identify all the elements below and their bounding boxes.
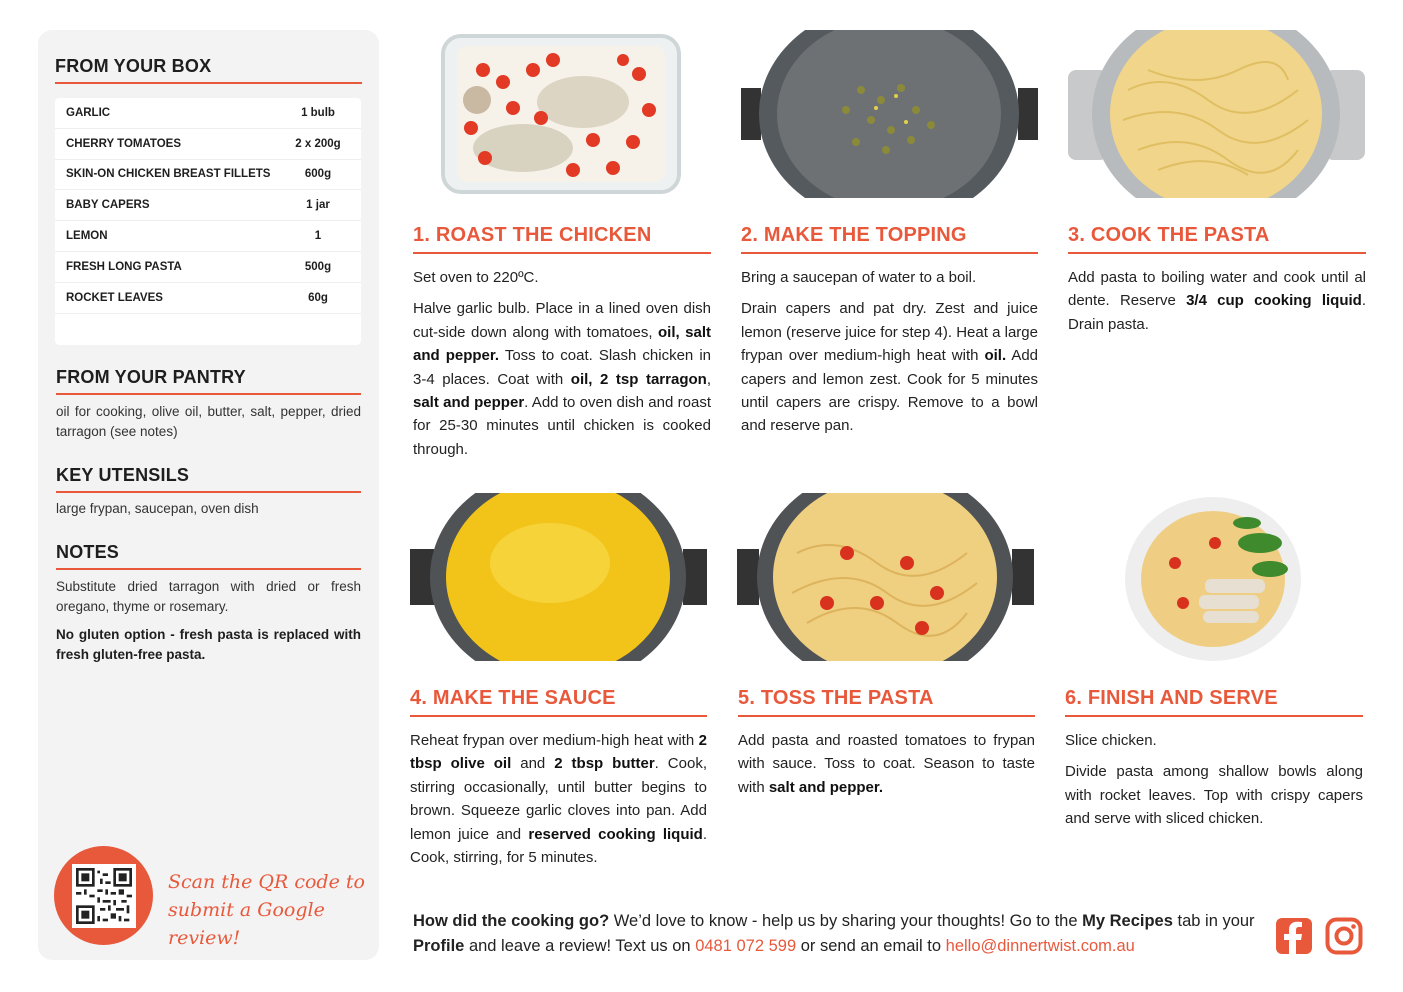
table-row [55,283,361,314]
pantry-text: oil for cooking, olive oil, butter, salt, pepper, dried tarragon (see notes) [56,404,361,439]
step-2-photo [741,30,1038,198]
ingredient-qty: 600g [304,168,332,181]
table-row [55,252,361,283]
step-6-title: 6. FINISH AND SERVE [1065,687,1278,709]
step-divider [410,715,707,717]
step-1-photo [413,30,710,198]
notes-text: Substitute dried tarragon with dried or fresh oregano, thyme or rosemary. [56,579,361,614]
step-5-text [738,729,1035,807]
section-divider [55,82,362,84]
step-paragraph: Add pasta to boiling water and cook until al dente. Reserve 3/4 cup cooking liquid. Drain pasta. [1068,269,1366,333]
table-row [55,98,361,129]
table-row [55,190,361,221]
step-divider [1065,715,1363,717]
step-6-text [1065,729,1363,839]
step-paragraph: Set oven to 220ºC. [413,269,539,286]
gluten-free-note: No gluten option - fresh pasta is replaced with fresh gluten-free pasta. [56,627,361,662]
step-paragraph: Halve garlic bulb. Place in a lined oven dish cut-side down along with tomatoes, oil, salt and pepper. Toss to coat. Slash chicken in 3-4 places. Coat with oil, 2 tsp tarragon, salt and pepper. Add to oven dish and roast for 25-30 minutes until chicken is cooked through. [413,300,711,458]
step-divider [738,715,1035,717]
notes-title: NOTES [56,542,120,562]
step-1-text [413,266,711,469]
ingredient-qty: 1 [314,230,322,243]
ingredient-qty: 500g [304,260,332,273]
from-your-box-title: FROM YOUR BOX [55,56,212,76]
ingredient-name: GARLIC [66,106,111,119]
qr-caption-line: submit a Google review! [168,899,325,949]
table-row [55,160,361,191]
phone-link[interactable]: 0481 072 599 [695,937,797,955]
ingredient-qty: 60g [308,291,328,304]
step-divider [1068,252,1366,254]
section-divider [56,568,361,570]
step-4-photo [410,493,707,661]
ingredient-name: ROCKET LEAVES [66,291,163,304]
ingredient-qty: 1 jar [306,199,330,212]
step-3-photo [1068,30,1365,198]
section-divider [56,393,361,395]
step-paragraph: Bring a saucepan of water to a boil. [741,269,977,286]
ingredient-name: BABY CAPERS [66,199,150,212]
step-paragraph: Slice chicken. [1065,732,1157,749]
instagram-icon[interactable] [1325,917,1363,955]
qr-code-icon[interactable] [72,864,136,928]
qr-caption [168,868,368,952]
step-4-title: 4. MAKE THE SAUCE [410,687,616,709]
step-2-title: 2. MAKE THE TOPPING [741,224,967,246]
ingredient-name: LEMON [66,230,108,243]
review-prompt: How did the cooking go? We’d love to know - help us by sharing your thoughts! Go to the My Recipes tab in your Profile and leave a review! Text us on 0481 072 599 or send an email to hello@dinnertwist.com.au [413,912,1255,955]
step-3-title: 3. COOK THE PASTA [1068,224,1270,246]
email-link[interactable]: hello@dinnertwist.com.au [945,937,1135,955]
step-paragraph: Add pasta and roasted tomatoes to frypan with sauce. Toss to coat. Season to taste with salt and pepper. [738,732,1035,796]
ingredient-name: SKIN-ON CHICKEN BREAST FILLETS [66,168,271,181]
section-divider [56,491,361,493]
step-6-photo [1065,493,1362,661]
step-divider [741,252,1038,254]
step-paragraph: Divide pasta among shallow bowls along with rocket leaves. Top with crispy capers and serve with sliced chicken. [1065,763,1363,828]
step-paragraph: Reheat frypan over medium-high heat with 2 tbsp olive oil and 2 tbsp butter. Cook, stirring occasionally, until butter begins to brown. Squeeze garlic cloves into pan. Add lemon juice and reserved cooking liquid. Cook, stirring, for 5 minutes. [410,732,707,867]
qr-caption-line: Scan the QR code to [168,871,365,893]
table-row [55,221,361,252]
step-5-photo [737,493,1034,661]
step-3-text [1068,266,1366,344]
ingredient-name: FRESH LONG PASTA [66,260,182,273]
ingredient-name: CHERRY TOMATOES [66,137,182,150]
ingredients-table [55,98,361,345]
step-5-title: 5. TOSS THE PASTA [738,687,934,709]
utensils-title: KEY UTENSILS [56,465,190,485]
utensils-text: large frypan, saucepan, oven dish [56,501,259,516]
facebook-icon[interactable] [1275,917,1313,955]
ingredient-qty: 2 x 200g [295,137,341,150]
step-4-text [410,729,707,877]
ingredient-qty: 1 bulb [301,106,335,119]
step-paragraph: Drain capers and pat dry. Zest and juice lemon (reserve juice for step 4). Heat a large frypan over medium-high heat with oil. Add capers and lemon zest. Cook for 5 minutes until capers are crispy. Remove to a bowl and reserve pan. [741,300,1039,435]
step-divider [413,252,711,254]
step-2-text [741,266,1038,446]
pantry-title: FROM YOUR PANTRY [56,367,246,387]
step-1-title: 1. ROAST THE CHICKEN [413,224,652,246]
table-row [55,129,361,160]
